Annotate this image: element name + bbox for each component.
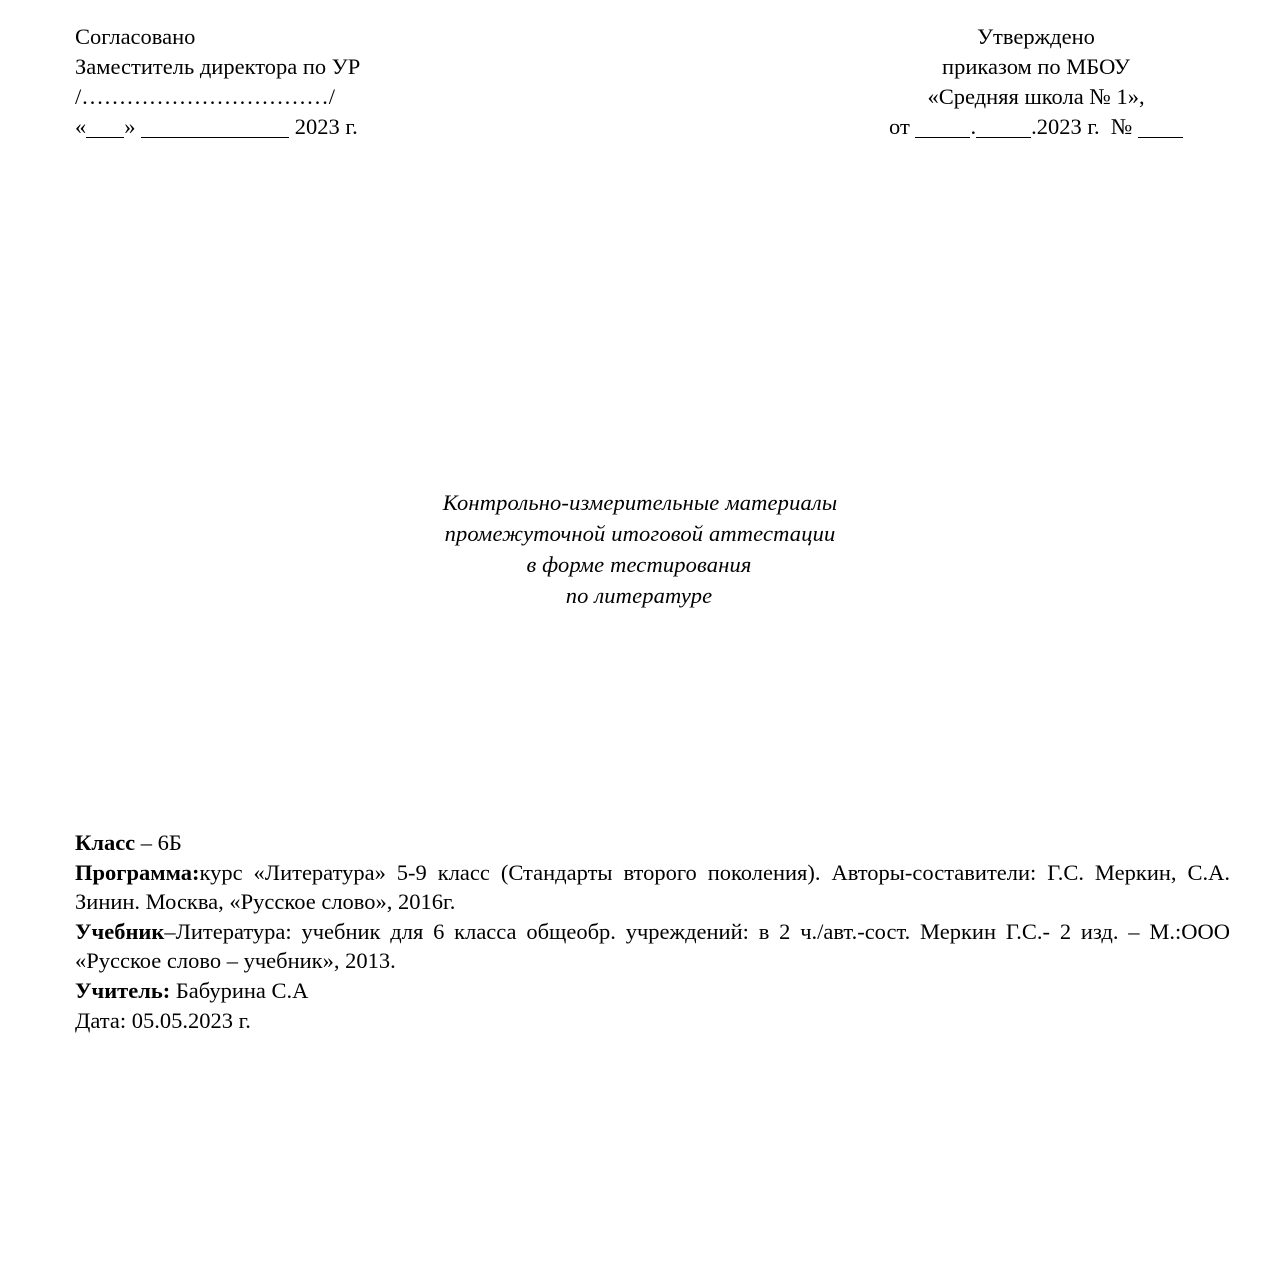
month-blank[interactable] bbox=[141, 113, 289, 138]
document-header bbox=[75, 22, 1205, 142]
header-left-year: 2023 г. bbox=[294, 114, 358, 139]
quote-close: » bbox=[124, 114, 136, 139]
quote-open: « bbox=[75, 114, 87, 139]
textbook-label: Учебник bbox=[75, 918, 165, 944]
info-textbook-line bbox=[75, 917, 1230, 976]
program-value: курс «Литература» 5-9 класс (Стандарты второго поколения). Авторы-составители: Г.С. Меркин, С.А. Зинин. Москва, «Русское слово», 2016г. bbox=[75, 859, 1230, 915]
header-left-signature-dotted-line: /……………………………/ bbox=[75, 84, 336, 109]
info-program-line bbox=[75, 858, 1230, 917]
order-number-blank[interactable] bbox=[1138, 113, 1183, 138]
program-label: Программа: bbox=[75, 859, 200, 885]
header-left-date-line bbox=[75, 112, 360, 142]
header-right-order-line bbox=[889, 112, 1183, 142]
title-line-2: промежуточной итоговой аттестации bbox=[444, 521, 836, 546]
info-date-line: Дата: 05.05.2023 г. bbox=[75, 1007, 251, 1033]
class-value: – 6Б bbox=[135, 830, 182, 855]
order-month-blank[interactable] bbox=[976, 113, 1031, 138]
header-right-school-name: «Средняя школа № 1», bbox=[927, 84, 1145, 109]
title-line-3: в форме тестирования bbox=[526, 552, 752, 577]
order-year: .2023 г. bbox=[1031, 114, 1100, 139]
day-blank[interactable] bbox=[86, 113, 124, 138]
header-right-line-1: Утверждено bbox=[977, 24, 1095, 49]
title-line-4: по литературе bbox=[565, 583, 713, 608]
textbook-value: –Литература: учебник для 6 класса общеобр. учреждений: в 2 ч./авт.-сост. Меркин Г.С.- 2 изд. – М.:ООО «Русское слово – учебник», 2013. bbox=[75, 918, 1230, 974]
header-left-line-2: Заместитель директора по УР bbox=[75, 54, 361, 79]
teacher-label: Учитель: bbox=[75, 977, 171, 1003]
document-info-block bbox=[75, 828, 1230, 1035]
order-dot-1: . bbox=[970, 114, 977, 139]
document-title-block bbox=[0, 487, 1280, 611]
header-left-block bbox=[75, 22, 360, 142]
title-line-1: Контрольно-измерительные материалы bbox=[442, 490, 838, 515]
number-sign: № bbox=[1110, 114, 1133, 139]
info-teacher-line bbox=[75, 976, 1230, 1006]
order-day-blank[interactable] bbox=[915, 113, 970, 138]
header-right-block bbox=[889, 22, 1205, 142]
info-class-line bbox=[75, 828, 1230, 858]
header-right-line-2: приказом по МБОУ bbox=[942, 54, 1130, 79]
teacher-value: Бабурина С.А bbox=[170, 977, 309, 1003]
order-date-prefix: от bbox=[889, 114, 910, 139]
class-label: Класс bbox=[75, 830, 136, 855]
header-left-line-1: Согласовано bbox=[75, 24, 196, 49]
